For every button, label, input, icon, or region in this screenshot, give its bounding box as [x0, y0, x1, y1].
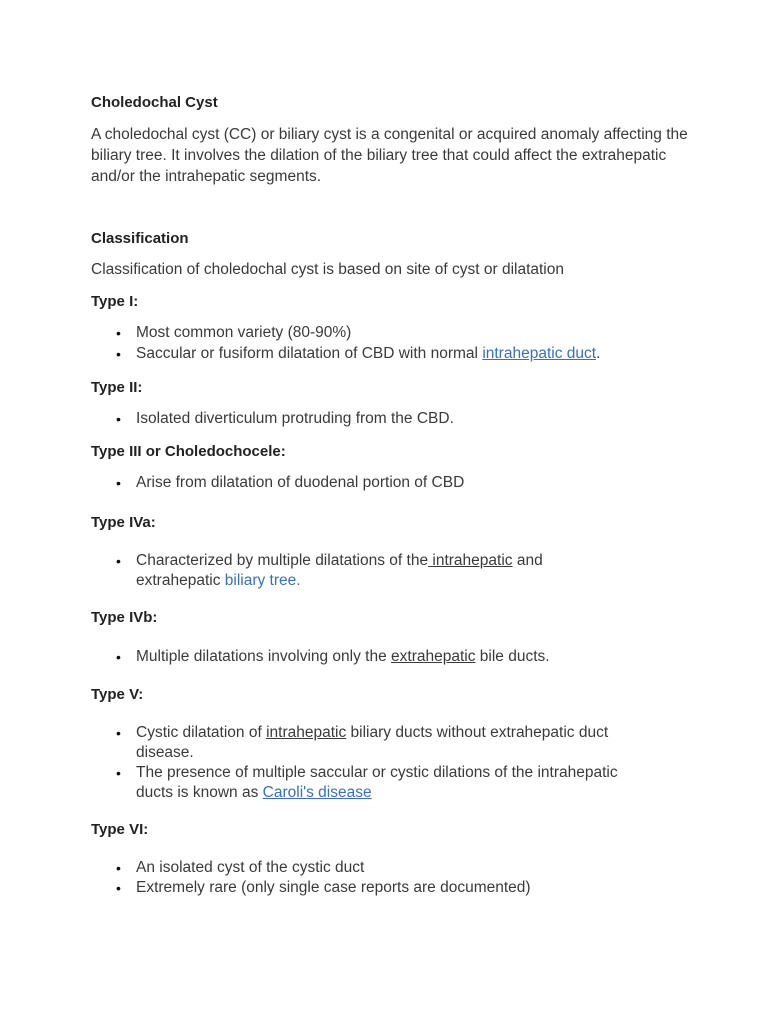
document-title: Choledochal Cyst: [91, 94, 218, 111]
type-5-heading: Type V:: [91, 686, 144, 703]
bullet: •: [116, 346, 121, 362]
list-item: [91, 409, 696, 429]
list-item-text: Saccular or fusiform dilatation of CBD with normal: [136, 345, 483, 362]
intrahepatic-underlined: intrahepatic: [266, 724, 347, 741]
list-item-text: Extremely rare (only single case reports are documented): [136, 879, 531, 896]
list-item: [91, 344, 696, 364]
list-item: [91, 323, 696, 343]
list-item-text: Multiple dilatations involving only the: [136, 648, 392, 665]
type-3-heading: Type III or Choledochocele:: [91, 443, 286, 460]
bullet: •: [116, 649, 121, 665]
list-item: [91, 647, 696, 667]
bullet: •: [116, 325, 121, 341]
intro-paragraph: A choledochal cyst (CC) or biliary cyst is a congenital or acquired anomaly affecting the biliary tree. It involves the dilation of the biliary tree that could affect the extrahepatic and/or the intrahepatic segments.: [91, 126, 688, 185]
type-4a-heading: Type IVa:: [91, 514, 156, 531]
list-item-text: biliary ducts without extrahepatic duct disease.: [136, 724, 609, 761]
type-2-heading: Type II:: [91, 379, 143, 396]
list-item-text: Arise from dilatation of duodenal portion of CBD: [136, 474, 465, 491]
list-item-text: and extrahepatic: [136, 552, 543, 589]
list-item-text: Isolated diverticulum protruding from the CBD.: [136, 410, 454, 427]
list-item: [91, 858, 696, 878]
carolis-disease-link[interactable]: Caroli's disease: [262, 784, 372, 801]
list-item-text: Most common variety (80-90%): [136, 324, 352, 341]
list-item-text: An isolated cyst of the cystic duct: [136, 859, 365, 876]
list-item-text: The presence of multiple saccular or cystic dilations of the intrahepatic ducts is known as: [136, 764, 618, 801]
list-item: [91, 723, 656, 763]
type-1-heading: Type I:: [91, 293, 139, 310]
intrahepatic-underlined: intrahepatic: [428, 552, 513, 569]
biliary-tree-link[interactable]: biliary tree.: [224, 572, 301, 589]
bullet: •: [116, 860, 121, 876]
list-item: [91, 878, 696, 898]
type-4b-heading: Type IVb:: [91, 609, 158, 626]
bullet: •: [116, 553, 121, 569]
type-6-heading: Type VI:: [91, 821, 149, 838]
bullet: •: [116, 765, 121, 781]
list-item-text: bile ducts.: [475, 648, 550, 665]
list-item: [91, 551, 576, 591]
bullet: •: [116, 411, 121, 427]
bullet: •: [116, 725, 121, 741]
bullet: •: [116, 880, 121, 896]
extrahepatic-underlined: extrahepatic: [391, 648, 476, 665]
list-item-text: .: [596, 345, 601, 362]
intrahepatic-duct-link[interactable]: intrahepatic duct: [482, 345, 597, 362]
classification-text: Classification of choledochal cyst is based on site of cyst or dilatation: [91, 261, 564, 278]
list-item-text: Characterized by multiple dilatations of the: [136, 552, 429, 569]
bullet: •: [116, 475, 121, 491]
classification-heading: Classification: [91, 230, 189, 247]
list-item-text: Cystic dilatation of: [136, 724, 267, 741]
list-item: [91, 763, 656, 803]
list-item: [91, 473, 696, 493]
